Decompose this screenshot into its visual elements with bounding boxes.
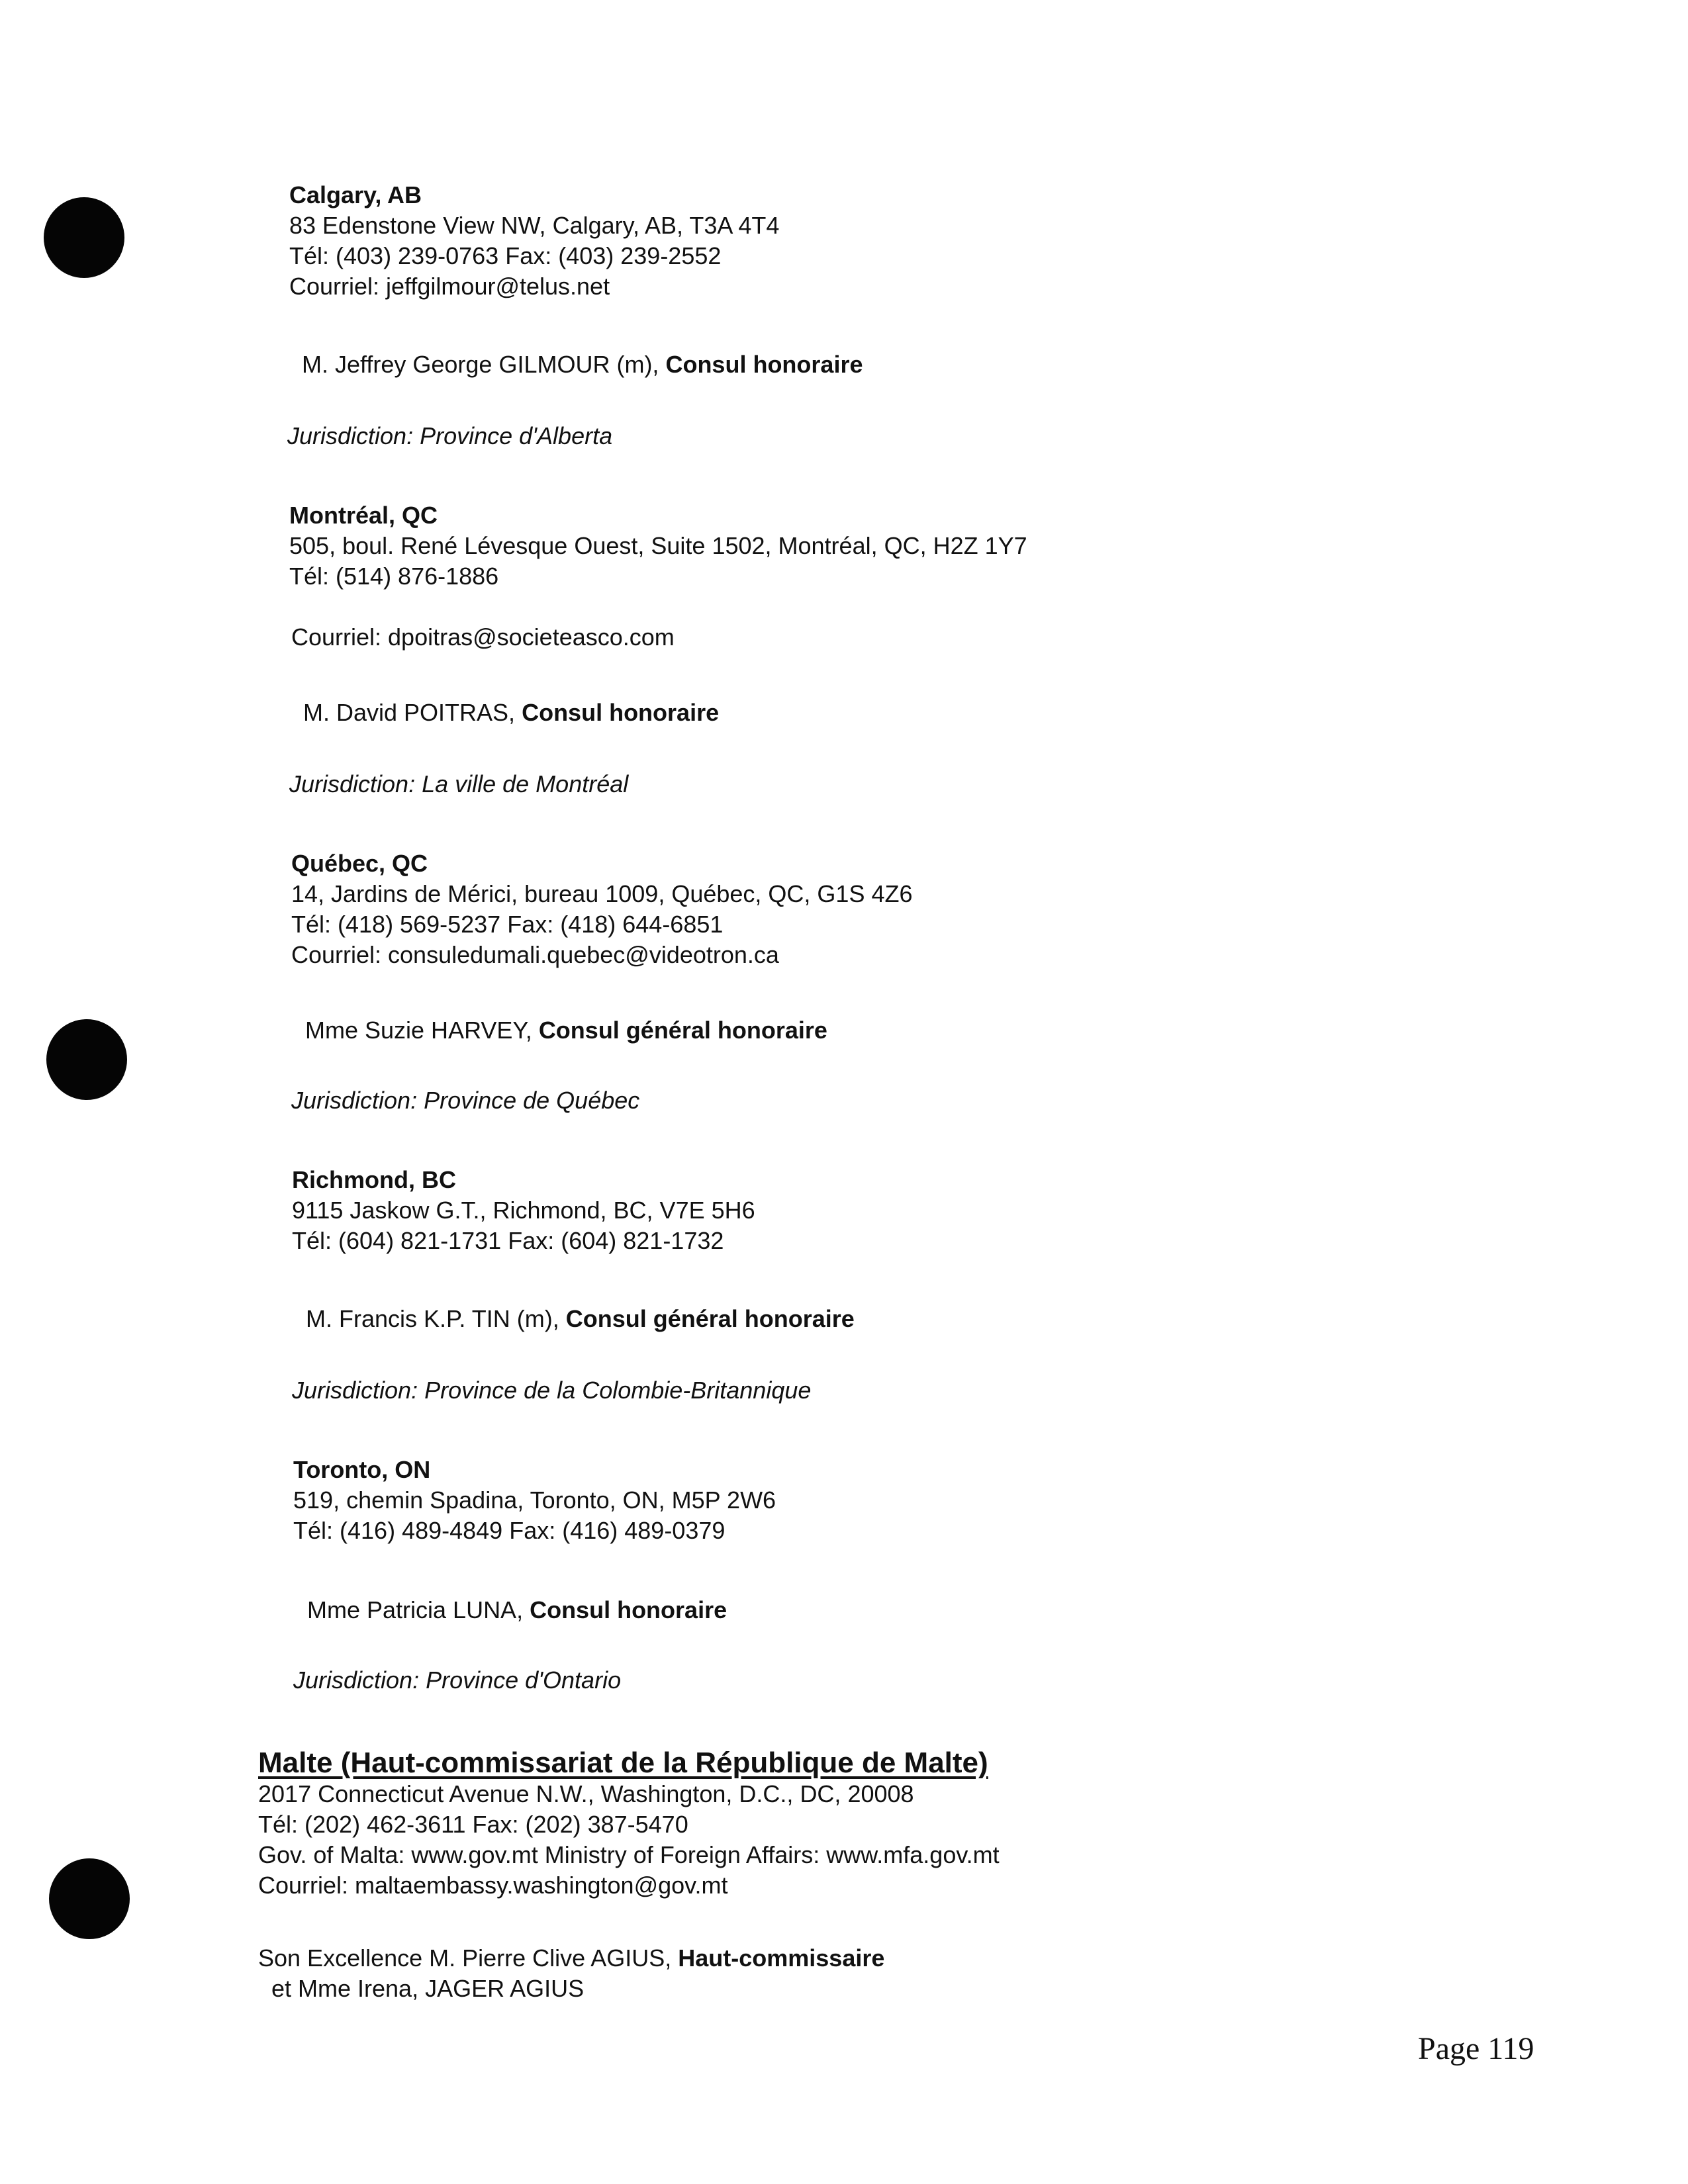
entry-official	[303, 698, 719, 728]
entry-official	[307, 1595, 727, 1625]
official-name: M. Francis K.P. TIN (m),	[306, 1305, 566, 1332]
official-title: Consul honoraire	[522, 699, 720, 726]
entry-address: 519, chemin Spadina, Toronto, ON, M5P 2W6	[293, 1486, 776, 1514]
official-title: Haut-commissaire	[678, 1944, 885, 1972]
entry-phone: Tél: (604) 821-1731 Fax: (604) 821-1732	[292, 1227, 724, 1254]
entry-jurisdiction: Jurisdiction: La ville de Montréal	[289, 770, 629, 797]
official-title: Consul honoraire	[665, 351, 863, 378]
punch-hole	[44, 197, 124, 278]
punch-hole	[49, 1858, 130, 1939]
entry-email: Courriel: consuledumali.quebec@videotron.ca	[291, 941, 779, 968]
entry-jurisdiction: Jurisdiction: Province d'Alberta	[287, 422, 613, 449]
entry-email: Courriel: dpoitras@societeasco.com	[291, 623, 675, 651]
malta-address: 2017 Connecticut Avenue N.W., Washington, D.C., DC, 20008	[258, 1780, 914, 1807]
entry-city: Québec, QC	[291, 850, 428, 877]
entry-official	[306, 1304, 855, 1334]
entry-jurisdiction: Jurisdiction: Province de la Colombie-Britannique	[292, 1377, 812, 1404]
entry-email: Courriel: jeffgilmour@telus.net	[289, 273, 610, 300]
entry-official	[305, 1015, 827, 1046]
entry-phone: Tél: (403) 239-0763 Fax: (403) 239-2552	[289, 242, 722, 269]
malta-official	[258, 1943, 884, 1974]
official-name: Mme Patricia LUNA,	[307, 1596, 530, 1623]
official-name: M. David POITRAS,	[303, 699, 522, 726]
malta-phone: Tél: (202) 462-3611 Fax: (202) 387-5470	[258, 1811, 688, 1838]
malta-spouse: et Mme Irena, JAGER AGIUS	[271, 1975, 585, 2002]
section-heading: Malte (Haut-commissariat de la République de Malte)	[258, 1747, 988, 1779]
entry-address: 9115 Jaskow G.T., Richmond, BC, V7E 5H6	[292, 1197, 755, 1224]
entry-address: 83 Edenstone View NW, Calgary, AB, T3A 4T4	[289, 212, 780, 239]
entry-city: Richmond, BC	[292, 1166, 456, 1193]
malta-websites: Gov. of Malta: www.gov.mt Ministry of Foreign Affairs: www.mfa.gov.mt	[258, 1841, 1000, 1868]
official-title: Consul honoraire	[530, 1596, 727, 1623]
entry-jurisdiction: Jurisdiction: Province d'Ontario	[293, 1666, 622, 1694]
punch-hole	[46, 1019, 127, 1100]
entry-address: 14, Jardins de Mérici, bureau 1009, Québec, QC, G1S 4Z6	[291, 880, 913, 907]
malta-email: Courriel: maltaembassy.washington@gov.mt	[258, 1872, 728, 1899]
official-title: Consul général honoraire	[538, 1017, 827, 1044]
entry-jurisdiction: Jurisdiction: Province de Québec	[291, 1087, 640, 1114]
entry-phone: Tél: (514) 876-1886	[289, 563, 499, 590]
entry-city: Toronto, ON	[293, 1456, 431, 1483]
entry-city: Calgary, AB	[289, 181, 422, 208]
official-name: M. Jeffrey George GILMOUR (m),	[302, 351, 666, 378]
page-number: Page 119	[1418, 2031, 1534, 2066]
official-title: Consul général honoraire	[565, 1305, 855, 1332]
entry-phone: Tél: (416) 489-4849 Fax: (416) 489-0379	[293, 1517, 726, 1544]
official-name: Son Excellence M. Pierre Clive AGIUS,	[258, 1944, 679, 1972]
official-name: Mme Suzie HARVEY,	[305, 1017, 539, 1044]
entry-city: Montréal, QC	[289, 502, 438, 529]
entry-official	[302, 349, 863, 380]
entry-phone: Tél: (418) 569-5237 Fax: (418) 644-6851	[291, 911, 724, 938]
entry-address: 505, boul. René Lévesque Ouest, Suite 1502, Montréal, QC, H2Z 1Y7	[289, 532, 1027, 559]
